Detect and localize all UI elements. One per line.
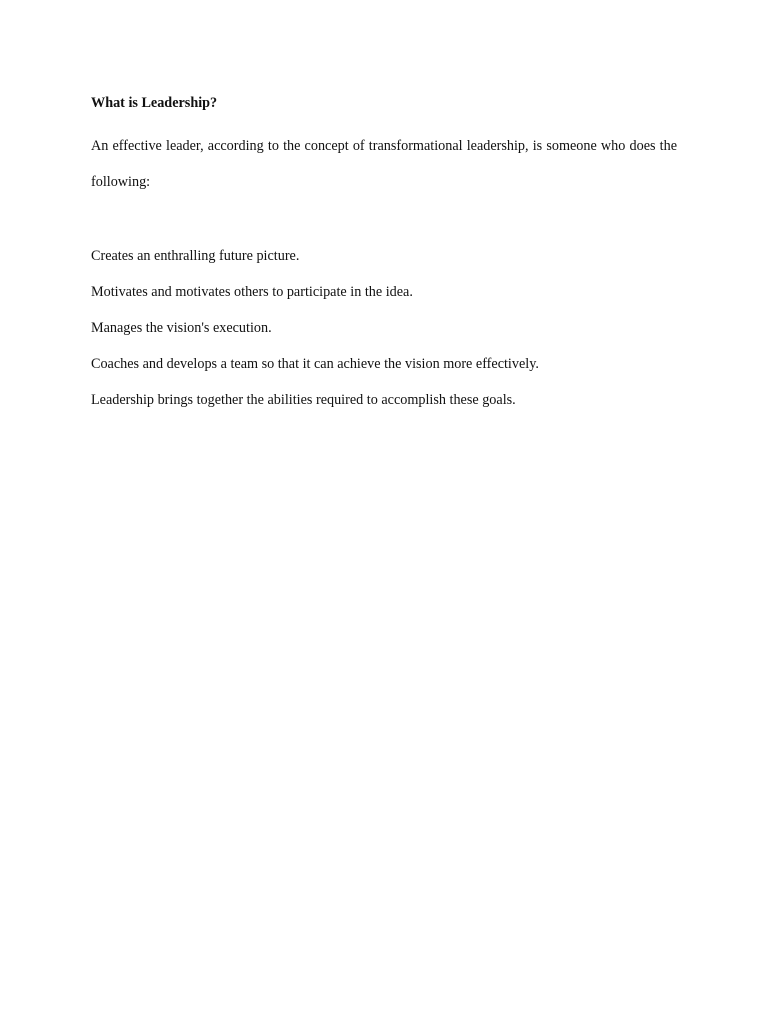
intro-paragraph: An effective leader, according to the concept of transformational leadership, is someone who does the following: (91, 138, 677, 190)
document-heading: What is Leadership? (91, 95, 218, 111)
list-item: Motivates and motivates others to participate in the idea. (91, 284, 413, 300)
list-item: Creates an enthralling future picture. (91, 248, 300, 264)
list-item: Leadership brings together the abilities required to accomplish these goals. (91, 392, 516, 408)
list-item: Coaches and develops a team so that it can achieve the vision more effectively. (91, 356, 539, 372)
list-item: Manages the vision's execution. (91, 320, 272, 336)
document-body (91, 92, 677, 418)
leader-qualities-list (91, 238, 677, 418)
